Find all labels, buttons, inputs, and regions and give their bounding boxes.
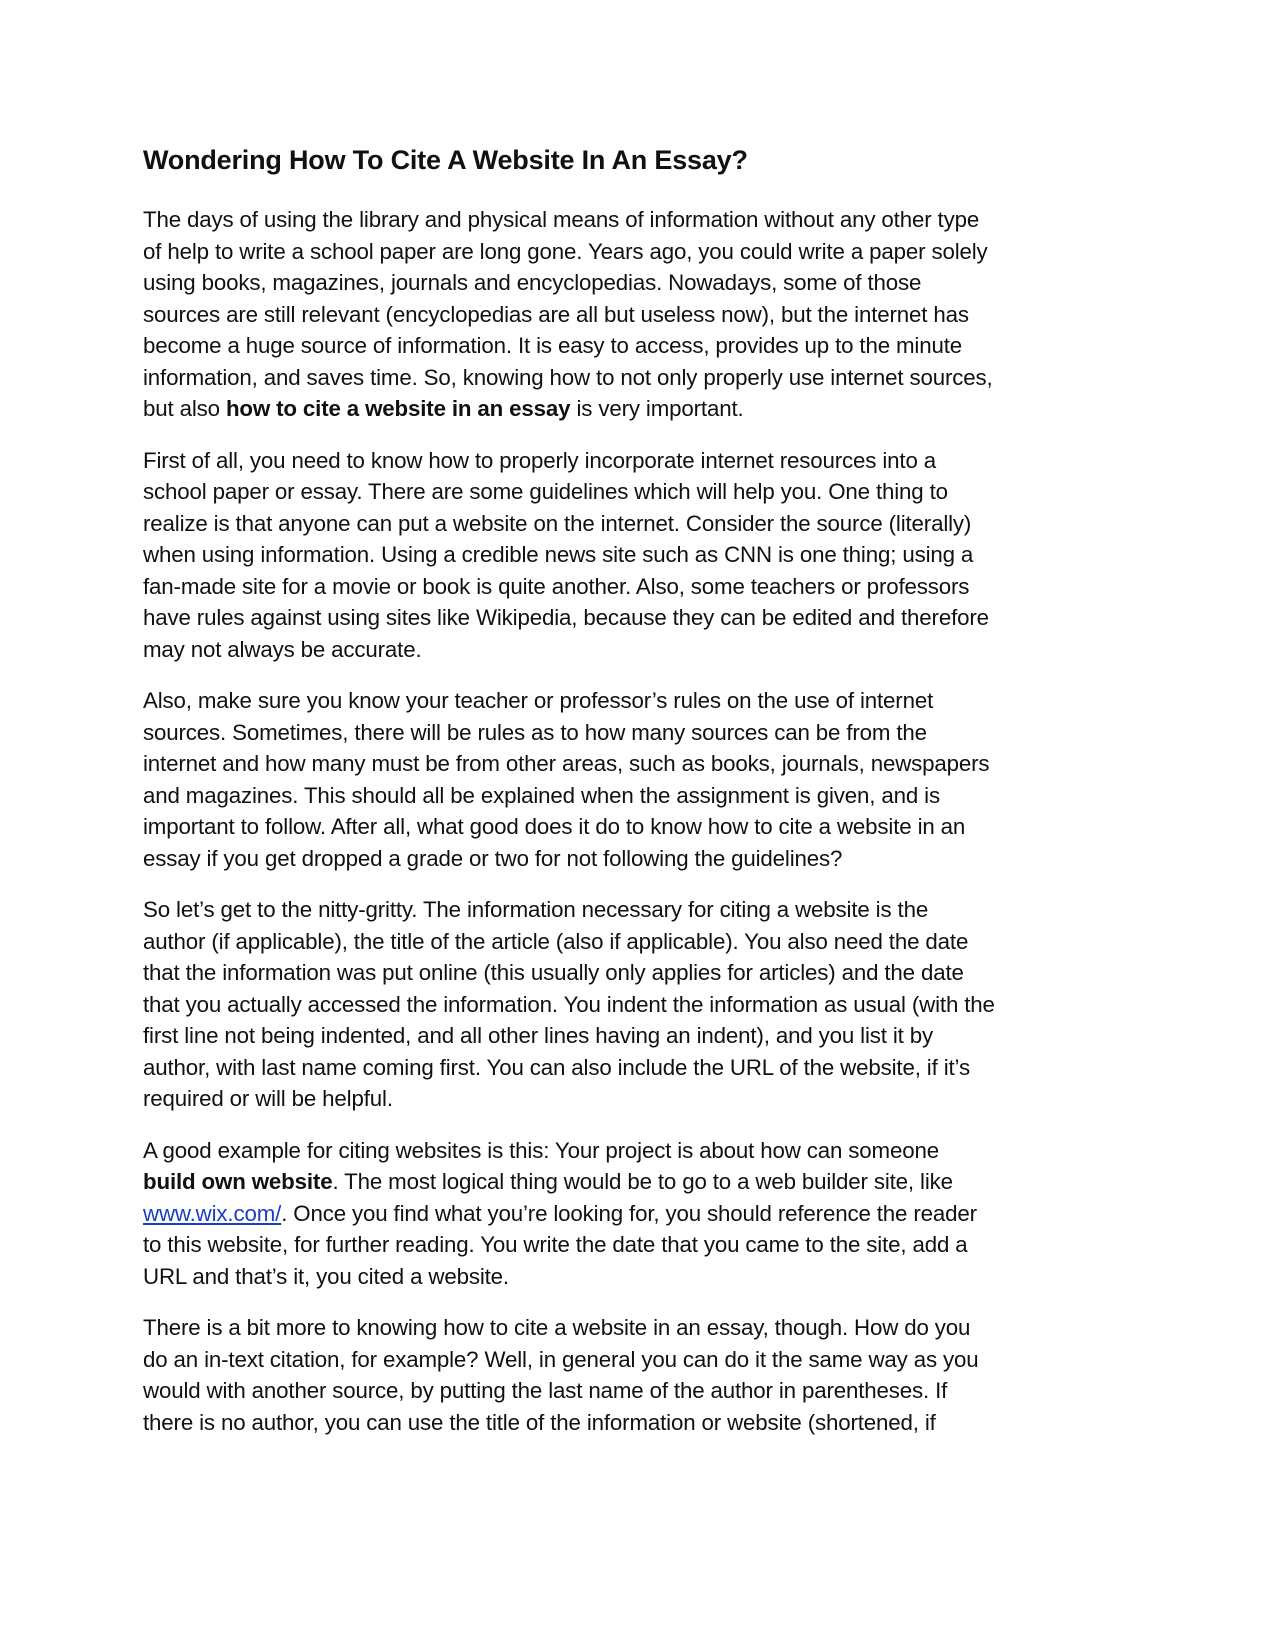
text-run: may not always be accurate. — [143, 636, 422, 662]
text-line — [143, 1198, 1143, 1230]
text-line — [143, 894, 1143, 926]
text-line — [143, 362, 1143, 394]
text-run: author (if applicable), the title of the article (also if applicable). You also need the date — [143, 928, 969, 954]
text-run: . Once you find what you’re looking for, you should reference the reader — [281, 1200, 977, 1226]
text-run: First of all, you need to know how to properly incorporate internet resources into a — [143, 447, 936, 473]
text-run: and magazines. This should all be explained when the assignment is given, and is — [143, 782, 940, 808]
paragraph — [143, 1135, 1143, 1293]
paragraph — [143, 685, 1143, 874]
text-run: internet and how many must be from other areas, such as books, journals, newspapers — [143, 751, 990, 776]
text-run: Also, make sure you know your teacher or professor’s rules on the use of internet — [143, 688, 934, 713]
text-run: A good example for citing websites is this: Your project is about how can someone — [143, 1137, 939, 1163]
text-run: fan-made site for a movie or book is quite another. Also, some teachers or professors — [143, 573, 970, 599]
text-line — [143, 1229, 1143, 1261]
text-run: that the information was put online (this usually only applies for articles) and the date — [143, 960, 964, 985]
text-run: sources. Sometimes, there will be rules as to how many sources can be from the — [143, 719, 927, 745]
text-line — [143, 1312, 1143, 1344]
text-line — [143, 508, 1143, 540]
text-line — [143, 748, 1143, 780]
text-line — [143, 267, 1143, 299]
text-line — [143, 1083, 1143, 1115]
text-line — [143, 1052, 1143, 1084]
text-line — [143, 1261, 1143, 1293]
text-run: URL and that’s it, you cited a website. — [143, 1263, 509, 1289]
text-line — [143, 1344, 1143, 1376]
text-run: become a huge source of information. It is easy to access, provides up to the minute — [143, 333, 963, 358]
text-line — [143, 811, 1143, 843]
text-run: . The most logical thing would be to go to a web builder site, like — [332, 1169, 953, 1194]
text-line — [143, 1166, 1143, 1198]
text-run: would with another source, by putting the last name of the author in parentheses. If — [143, 1378, 948, 1403]
text-run: first line not being indented, and all other lines having an indent), and you list it by — [143, 1023, 934, 1048]
text-run: using books, magazines, journals and encyclopedias. Nowadays, some of those — [143, 270, 922, 295]
text-line — [143, 476, 1143, 508]
text-run: there is no author, you can use the title of the information or website (shortened, if — [143, 1409, 936, 1435]
text-line — [143, 393, 1143, 425]
text-line — [143, 843, 1143, 875]
paragraph — [143, 204, 1143, 425]
text-run: author, with last name coming first. You can also include the URL of the website, if it’s — [143, 1054, 970, 1080]
bold-text: build own website — [143, 1169, 333, 1194]
text-run: school paper or essay. There are some guidelines which will help you. One thing to — [143, 479, 948, 504]
text-line — [143, 1375, 1143, 1407]
text-run: that you actually accessed the information. You indent the information as usual (with the — [143, 991, 995, 1017]
text-run: do an in-text citation, for example? Well, in general you can do it the same way as you — [143, 1346, 979, 1372]
bold-text: how to cite a website in an essay — [225, 396, 571, 421]
text-line — [143, 685, 1143, 717]
text-run: when using information. Using a credible news site such as CNN is one thing; using a — [143, 542, 974, 567]
text-line — [143, 299, 1143, 331]
text-line — [143, 926, 1143, 958]
text-run: but also — [143, 396, 226, 421]
text-run: important to follow. After all, what good does it do to know how to cite a website in an — [143, 814, 966, 839]
text-line — [143, 539, 1143, 571]
text-run: to this website, for further reading. You write the date that you came to the site, add a — [143, 1232, 968, 1257]
text-run: is very important. — [570, 396, 744, 421]
document-title: Wondering How To Cite A Website In An Essay? — [143, 145, 748, 175]
text-run: realize is that anyone can put a website on the internet. Consider the source (literally) — [143, 510, 972, 536]
text-line — [143, 717, 1143, 749]
text-line — [143, 330, 1143, 362]
text-run: of help to write a school paper are long gone. Years ago, you could write a paper solely — [143, 238, 988, 264]
paragraph — [143, 445, 1143, 666]
text-run: essay if you get dropped a grade or two for not following the guidelines? — [143, 845, 843, 871]
paragraph — [143, 894, 1143, 1115]
text-line — [143, 1135, 1143, 1167]
text-line — [143, 957, 1143, 989]
text-run: information, and saves time. So, knowing how to not only properly use internet sources, — [143, 364, 993, 390]
text-line — [143, 445, 1143, 477]
document-page — [143, 140, 1143, 1458]
text-line — [143, 602, 1143, 634]
text-run: have rules against using sites like Wikipedia, because they can be edited and therefore — [143, 605, 989, 630]
text-run: required or will be helpful. — [143, 1086, 393, 1111]
text-line — [143, 236, 1143, 268]
text-line — [143, 634, 1143, 666]
text-run: The days of using the library and physical means of information without any other type — [143, 207, 980, 232]
text-line — [143, 780, 1143, 812]
text-line — [143, 1020, 1143, 1052]
text-run: There is a bit more to knowing how to cite a website in an essay, though. How do you — [143, 1315, 971, 1340]
text-line — [143, 989, 1143, 1021]
paragraph — [143, 1312, 1143, 1438]
document-body — [143, 204, 1143, 1438]
text-run: So let’s get to the nitty-gritty. The information necessary for citing a website is the — [143, 897, 929, 922]
text-run: sources are still relevant (encyclopedias are all but useless now), but the internet has — [143, 301, 969, 327]
text-line — [143, 571, 1143, 603]
website-link[interactable]: www.wix.com/ — [143, 1200, 282, 1226]
text-line — [143, 204, 1143, 236]
text-line — [143, 1407, 1143, 1439]
